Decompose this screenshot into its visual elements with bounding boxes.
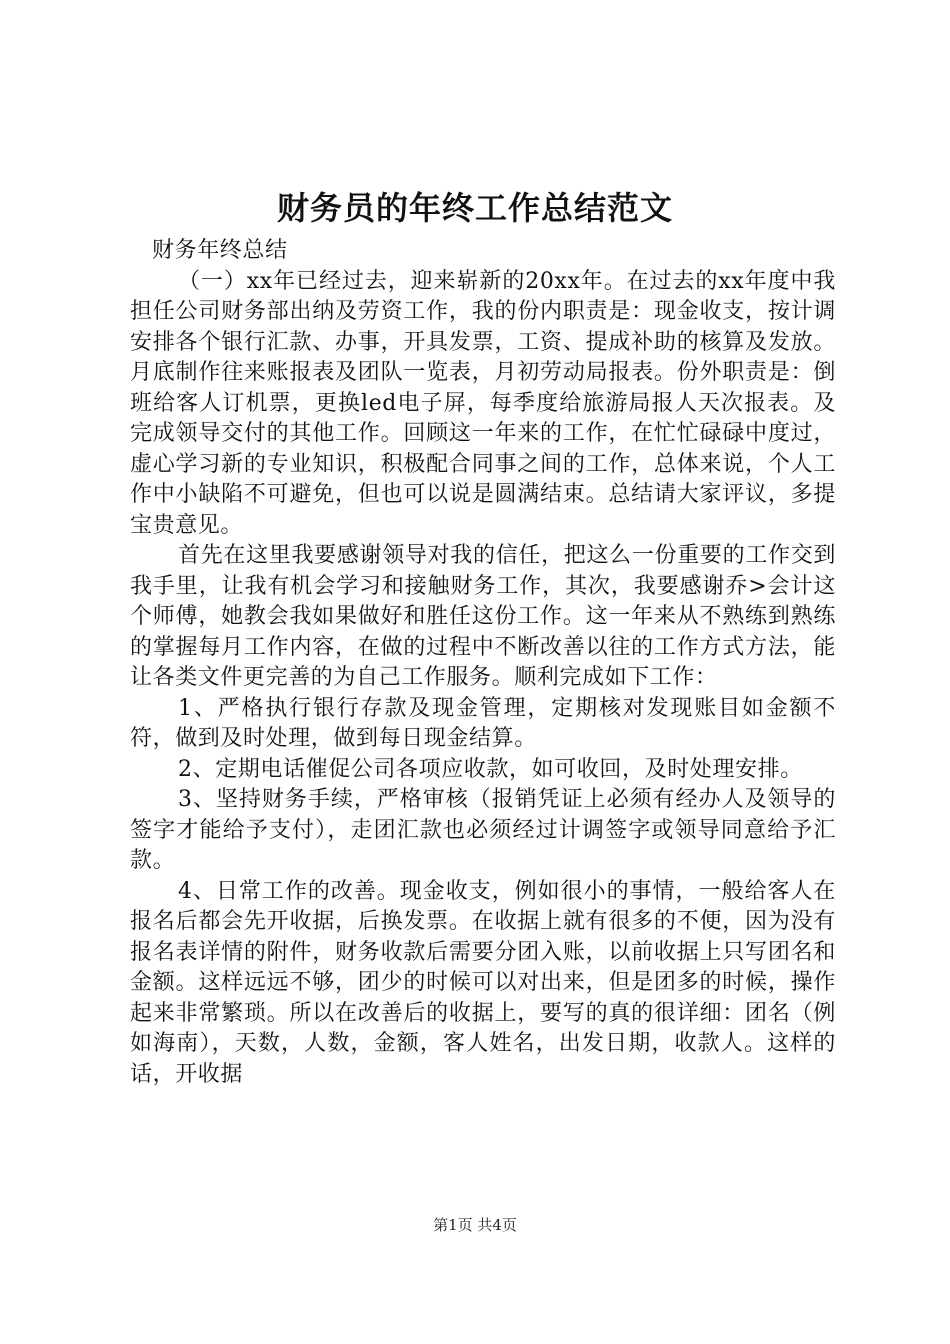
paragraph-2: 首先在这里我要感谢领导对我的信任，把这么一份重要的工作交到我手里，让我有机会学习和接触财务工作，其次，我要感谢乔>会计这个师傅，她教会我如果做好和胜任这份工作。这一年来从不熟练到熟练的掌握每月工作内容，在做的过程中不断改善以往的工作方式方法，能让各类文件更完善的为自己工作服务。顺利完成如下工作： bbox=[130, 543, 836, 690]
section-heading: 财务年终总结 bbox=[152, 238, 288, 263]
document-title: 财务员的年终工作总结范文 bbox=[276, 189, 673, 227]
list-item-3: 3、坚持财务手续，严格审核（报销凭证上必须有经办人及领导的签字才能给予支付），走团汇款也必须经过计调签字或领导同意给予汇款。 bbox=[130, 787, 836, 873]
document-body bbox=[130, 236, 836, 1090]
page-footer: 第1页 共4页 bbox=[433, 1216, 517, 1234]
list-item-1: 1、严格执行银行存款及现金管理，定期核对发现账目如金额不符，做到及时处理，做到每日现金结算。 bbox=[130, 695, 836, 751]
list-item-4: 4、日常工作的改善。现金收支，例如很小的事情，一般给客人在报名后都会先开收据，后换发票。在收据上就有很多的不便，因为没有报名表详情的附件，财务收款后需要分团入账，以前收据上只写团名和金额。这样远远不够，团少的时候可以对出来，但是团多的时候，操作起来非常繁琐。所以在改善后的收据上，要写的真的很详细：团名（例如海南），天数，人数，金额，客人姓名，出发日期，收款人。这样的话，开收据 bbox=[130, 878, 836, 1087]
paragraph-1: （一）xx年已经过去，迎来崭新的20xx年。在过去的xx年度中我担任公司财务部出纳及劳资工作，我的份内职责是：现金收支，按计调安排各个银行汇款、办事，开具发票，工资、提成补助的核算及发放。月底制作往来账报表及团队一览表，月初劳动局报表。份外职责是：倒班给客人订机票，更换led电子屏，每季度给旅游局报人天次报表。及完成领导交付的其他工作。回顾这一年来的工作，在忙忙碌碌中度过，虚心学习新的专业知识，积极配合同事之间的工作，总体来说，个人工作中小缺陷不可避免，但也可以说是圆满结束。总结请大家评议，多提宝贵意见。 bbox=[130, 268, 836, 538]
list-item-2: 2、定期电话催促公司各项应收款，如可收回，及时处理安排。 bbox=[178, 756, 803, 782]
